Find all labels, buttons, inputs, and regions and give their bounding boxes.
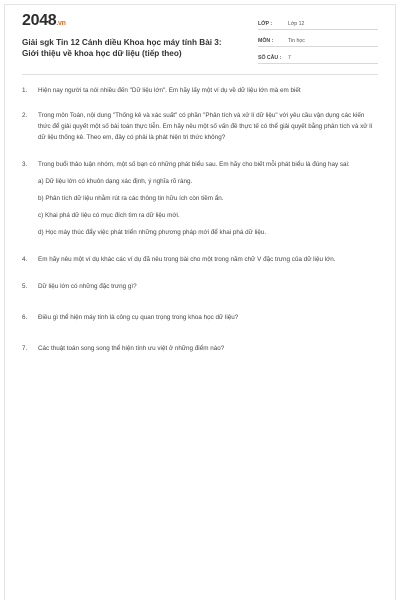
meta-row-lop [258,15,378,30]
meta-label-socau: SỐ CÂU : [258,55,282,61]
question-text: Các thuật toán song song thể hiện tính ưu việt ở những điểm nào? [38,345,225,352]
answer-option: d) Học máy thúc đẩy việc phát triển những phương pháp mới để khai phá dữ liệu. [38,229,267,236]
question-text: Dữ liệu lớn có những đặc trưng gì? [38,283,137,290]
question-item [22,312,378,323]
answer-option: a) Dữ liệu lớn có khuôn dạng xác định, ý nghĩa rõ ràng. [38,178,193,185]
question-item [22,110,378,143]
meta-label-mon: MÔN : [258,38,274,44]
question-body [38,159,378,238]
meta-value-socau: 7 [288,55,291,61]
answer-option: b) Phân tích dữ liệu nhằm rút ra các thông tin hữu ích còn tiềm ẩn. [38,195,224,202]
question-item [22,85,378,96]
question-number: 1. [22,87,28,94]
meta-label-lop: LỚP : [258,21,273,27]
question-list [22,85,378,354]
document-title: Giải sgk Tin 12 Cánh diều Khoa học máy tính Bài 3: Giới thiệu về khoa học dữ liệu (tiếp theo) [22,38,222,58]
answer-option: c) Khai phá dữ liệu có mục đích tìm ra dữ liệu mới. [38,212,180,219]
meta-row-socau [258,49,378,64]
logo-text: 2048 [22,12,57,29]
meta-info [258,15,378,66]
site-logo[interactable] [22,12,232,33]
header-left [22,12,232,59]
question-text: Trong buổi thảo luận nhóm, một số bạn có những phát biểu sau. Em hãy cho biết mỗi phát biểu là đúng hay sai: [38,161,350,168]
question-number: 7. [22,345,28,352]
meta-row-mon [258,32,378,47]
header [22,12,378,75]
logo-suffix: .vn [56,20,66,27]
question-number: 5. [22,283,28,290]
question-item [22,159,378,238]
question-number: 6. [22,314,28,321]
question-item [22,281,378,292]
question-number: 3. [22,161,28,168]
question-item [22,343,378,354]
question-text: Trong môn Toán, nội dung "Thống kê và xác suất" có phần "Phân tích và xử lí dữ liệu" với yêu cầu vận dụng các kiến thức để giải quyết một số bài toán thực tiễn. Em hãy nêu một số vấn đề thực tế có thể giải quyết bằng phân tích và xử lí dữ liệu thống kê. Theo em, đây có phải là phát hiện tri thức không? [38,112,373,141]
meta-value-lop: Lớp 12 [288,21,305,27]
question-item [22,254,378,265]
question-text: Em hãy nêu một ví dụ khác các ví dụ đã nêu trong bài cho một trong năm chữ V đặc trưng của dữ liệu lớn. [38,256,336,263]
question-number: 2. [22,112,28,119]
question-text: Hiện nay người ta nói nhiều đến "Dữ liệu lớn". Em hãy lấy một ví dụ về dữ liệu lớn mà em biết [38,87,301,94]
question-text: Điều gì thể hiện máy tính là công cụ quan trọng trong khoa học dữ liệu? [38,314,239,321]
question-number: 4. [22,256,28,263]
meta-value-mon: Tin học [288,38,305,44]
